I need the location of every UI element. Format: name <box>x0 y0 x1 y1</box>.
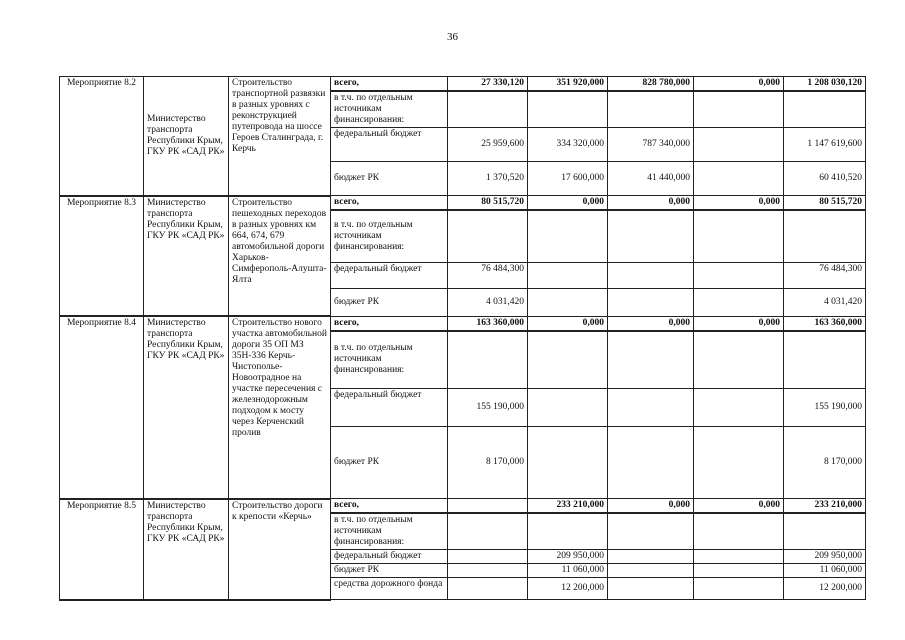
activity-cell: Мероприятие 8.3 <box>60 196 144 317</box>
source-label: всего, <box>331 196 448 211</box>
value-cell: 1 147 619,600 <box>784 128 866 162</box>
value-cell <box>694 427 784 499</box>
value-cell: 0,000 <box>528 196 608 211</box>
value-cell <box>694 389 784 427</box>
source-label: в т.ч. по отдельным источникам финансирования: <box>331 331 448 389</box>
value-cell: 334 320,000 <box>528 128 608 162</box>
source-label: бюджет РК <box>331 427 448 499</box>
value-cell: 27 330,120 <box>448 77 528 92</box>
value-cell: 1 370,520 <box>448 162 528 196</box>
value-cell: 1 208 030,120 <box>784 77 866 92</box>
value-cell: 0,000 <box>694 499 784 514</box>
description-cell: Строительство транспортной развязки в разных уровнях с реконструкцией путепровода на шоссе Героев Сталинграда, г. Керчь <box>229 77 331 196</box>
source-label: федеральный бюджет <box>331 262 448 288</box>
value-cell: 25 959,600 <box>448 128 528 162</box>
value-cell: 0,000 <box>528 316 608 331</box>
value-cell: 163 360,000 <box>448 316 528 331</box>
value-cell: 0,000 <box>608 196 694 211</box>
table-row <box>60 196 866 211</box>
value-cell: 41 440,000 <box>608 162 694 196</box>
value-cell: 0,000 <box>694 196 784 211</box>
value-cell: 12 200,000 <box>528 578 608 600</box>
value-cell <box>694 262 784 288</box>
value-cell: 209 950,000 <box>784 550 866 564</box>
value-cell <box>448 578 528 600</box>
value-cell: 4 031,420 <box>784 288 866 316</box>
table-row <box>60 316 866 331</box>
source-label: бюджет РК <box>331 288 448 316</box>
source-label: всего, <box>331 77 448 92</box>
value-cell <box>528 288 608 316</box>
org-cell: Министерство транспорта Республики Крым, ГКУ РК «САД РК» <box>144 77 229 196</box>
page-number: 36 <box>447 31 458 43</box>
value-cell: 17 600,000 <box>528 162 608 196</box>
value-cell <box>448 564 528 578</box>
value-cell: 0,000 <box>608 316 694 331</box>
source-label: федеральный бюджет <box>331 128 448 162</box>
value-cell: 351 920,000 <box>528 77 608 92</box>
value-cell: 8 170,000 <box>448 427 528 499</box>
org-cell: Министерство транспорта Республики Крым, ГКУ РК «САД РК» <box>144 196 229 317</box>
value-cell: 76 484,300 <box>784 262 866 288</box>
value-cell: 80 515,720 <box>784 196 866 211</box>
value-cell: 828 780,000 <box>608 77 694 92</box>
value-cell <box>608 578 694 600</box>
value-cell <box>528 389 608 427</box>
value-cell: 155 190,000 <box>448 389 528 427</box>
value-cell <box>608 288 694 316</box>
value-cell <box>528 262 608 288</box>
value-cell: 163 360,000 <box>784 316 866 331</box>
value-cell: 80 515,720 <box>448 196 528 211</box>
source-label: в т.ч. по отдельным источникам финансирования: <box>331 210 448 262</box>
value-cell <box>608 262 694 288</box>
value-cell <box>528 427 608 499</box>
activity-cell: Мероприятие 8.5 <box>60 499 144 600</box>
source-label: бюджет РК <box>331 162 448 196</box>
value-cell: 11 060,000 <box>528 564 608 578</box>
value-cell: 4 031,420 <box>448 288 528 316</box>
value-cell <box>694 128 784 162</box>
activity-cell: Мероприятие 8.4 <box>60 316 144 499</box>
value-cell: 0,000 <box>608 499 694 514</box>
value-cell <box>608 389 694 427</box>
description-cell: Строительство пешеходных переходов в разных уровнях км 664, 674, 679 автомобильной дороги Харьков-Симферополь-Алушта-Ялта <box>229 196 331 317</box>
activity-cell: Мероприятие 8.2 <box>60 77 144 196</box>
value-cell: 0,000 <box>694 316 784 331</box>
value-cell <box>694 550 784 564</box>
financing-table <box>59 76 866 601</box>
value-cell <box>608 564 694 578</box>
description-cell: Строительство нового участка автомобильной дороги 35 ОП МЗ 35Н-336 Керчь-Чистополье-Новоотрадное на участке пересечения с железнодорожным подходом к мосту через Керченский пролив <box>229 316 331 499</box>
value-cell <box>694 564 784 578</box>
source-label: федеральный бюджет <box>331 389 448 427</box>
org-cell: Министерство транспорта Республики Крым, ГКУ РК «САД РК» <box>144 316 229 499</box>
value-cell: 0,000 <box>694 77 784 92</box>
value-cell: 155 190,000 <box>784 389 866 427</box>
value-cell: 233 210,000 <box>528 499 608 514</box>
value-cell: 209 950,000 <box>528 550 608 564</box>
value-cell: 233 210,000 <box>784 499 866 514</box>
table-row <box>60 499 866 514</box>
source-label: в т.ч. по отдельным источникам финансирования: <box>331 513 448 550</box>
value-cell: 11 060,000 <box>784 564 866 578</box>
value-cell: 60 410,520 <box>784 162 866 196</box>
org-cell: Министерство транспорта Республики Крым, ГКУ РК «САД РК» <box>144 499 229 600</box>
value-cell: 787 340,000 <box>608 128 694 162</box>
value-cell <box>694 162 784 196</box>
value-cell: 8 170,000 <box>784 427 866 499</box>
value-cell: 12 200,000 <box>784 578 866 600</box>
source-label: всего, <box>331 316 448 331</box>
source-label: федеральный бюджет <box>331 550 448 564</box>
source-label: бюджет РК <box>331 564 448 578</box>
value-cell <box>448 550 528 564</box>
description-cell: Строительство дороги к крепости «Керчь» <box>229 499 331 600</box>
value-cell <box>694 578 784 600</box>
source-label: в т.ч. по отдельным источникам финансирования: <box>331 91 448 128</box>
source-label: всего, <box>331 499 448 514</box>
source-label: средства дорожного фонда <box>331 578 448 600</box>
value-cell <box>694 288 784 316</box>
value-cell: 76 484,300 <box>448 262 528 288</box>
value-cell <box>608 427 694 499</box>
value-cell <box>608 550 694 564</box>
table-row <box>60 77 866 92</box>
value-cell <box>448 499 528 514</box>
